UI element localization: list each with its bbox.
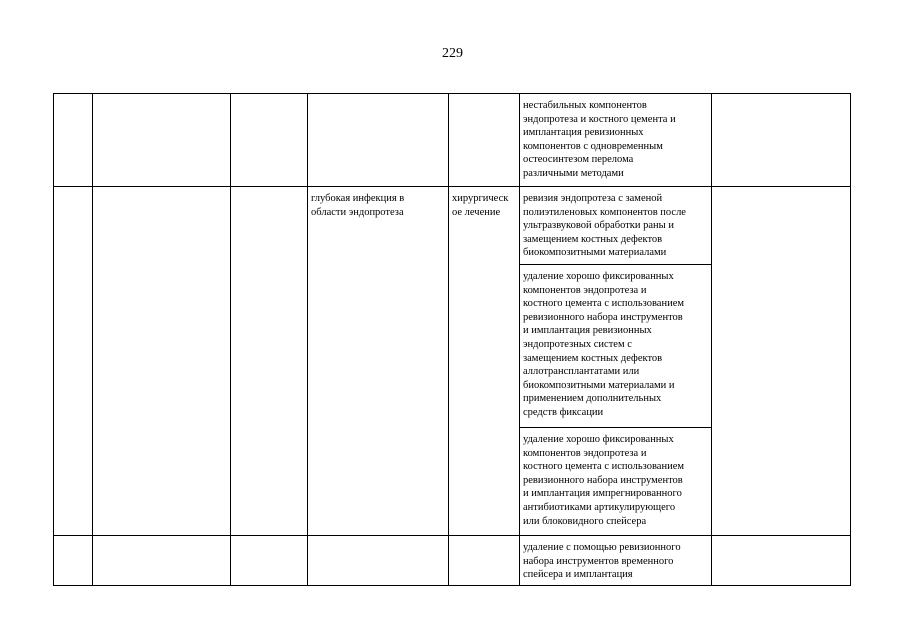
method-text: ревизия эндопротеза с заменой полиэтиленовых компонентов после ультразвуковой обработки раны и замещением костных дефектов биокомпозитными материалами (523, 193, 686, 259)
method-text: нестабильных компонентов эндопротеза и костного цемента и имплантация ревизионных компонентов с одновременным остеосинтезом перелома различными методами (523, 100, 676, 179)
table-cell-cost (712, 94, 851, 187)
page-number: 229 (442, 46, 463, 61)
table-cell-number (54, 536, 93, 586)
table-cell-code (231, 94, 308, 187)
table-cell-method (520, 187, 712, 265)
table-cell-condition (308, 94, 449, 187)
table-cell-cost (712, 536, 851, 586)
condition-text: глубокая инфекция в области эндопротеза (311, 193, 405, 218)
table-cell-treatment (449, 536, 520, 586)
table-row (54, 187, 851, 265)
table-cell-method (520, 265, 712, 428)
method-text: удаление хорошо фиксированных компонентов эндопротеза и костного цемента с использованием ревизионного набора инструментов и имплантация ревизионных эндопротезных систем с замещением костных дефектов аллотрансплантатами или биокомпозитными материалами и применением дополнительных средств фиксации (523, 271, 685, 418)
table-cell-condition (308, 187, 449, 536)
table-cell-profile (93, 187, 231, 536)
table-row (54, 536, 851, 586)
table-cell-treatment (449, 187, 520, 536)
table-cell-method (520, 536, 712, 586)
table-cell-cost (712, 187, 851, 536)
table-cell-code (231, 536, 308, 586)
procedures-table (53, 93, 851, 586)
table-cell-code (231, 187, 308, 536)
table-cell-profile (93, 536, 231, 586)
table-cell-number (54, 94, 93, 187)
table-row (54, 94, 851, 187)
table-cell-method (520, 94, 712, 187)
method-text: удаление хорошо фиксированных компонентов эндопротеза и костного цемента с использованием ревизионного набора инструментов и имплантация импрегнированного антибиотиками артикулирующего или блоковидного спейсера (523, 434, 685, 527)
table-cell-condition (308, 536, 449, 586)
table-cell-profile (93, 94, 231, 187)
table-cell-treatment (449, 94, 520, 187)
method-text: удаление с помощью ревизионного набора инструментов временного спейсера и имплантация (523, 542, 681, 581)
treatment-text: хирургическ ое лечение (452, 193, 509, 218)
table-cell-number (54, 187, 93, 536)
table-cell-method (520, 428, 712, 536)
